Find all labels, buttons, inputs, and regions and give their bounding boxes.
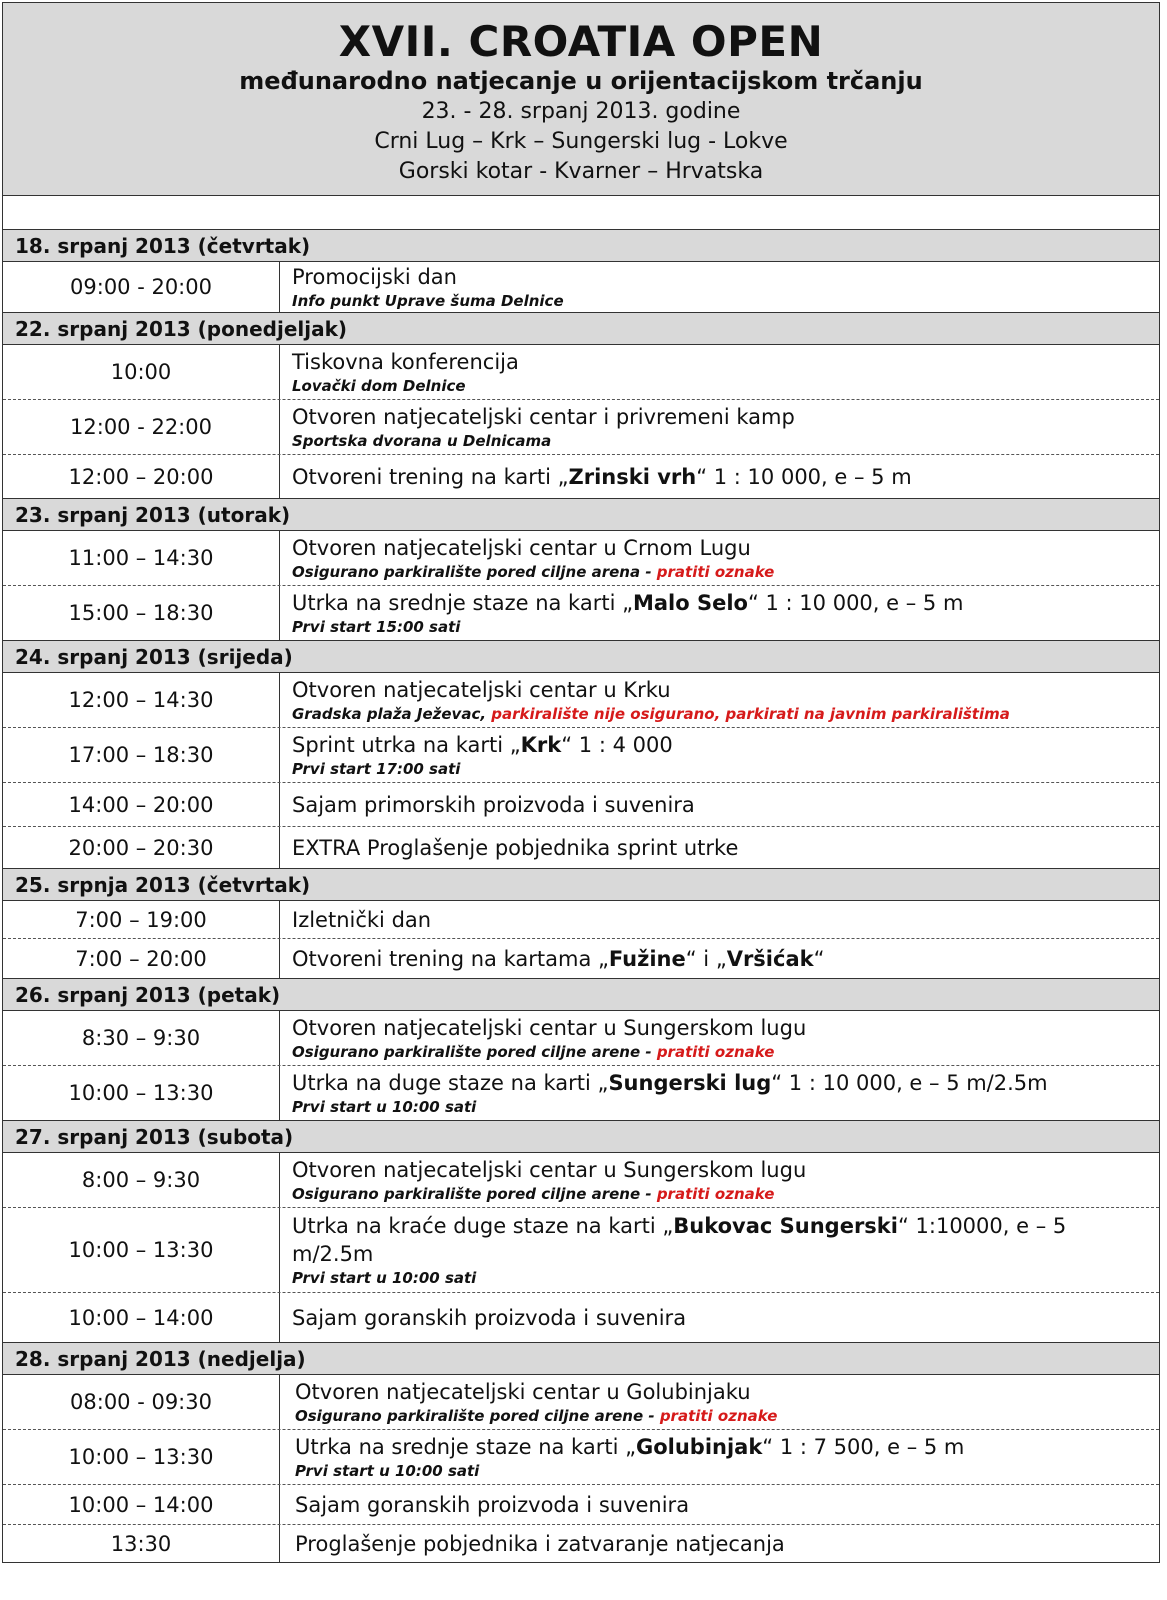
map-name: Zrinski vrh <box>568 464 697 489</box>
event-time: 7:00 – 20:00 <box>3 939 280 978</box>
map-name: Sungerski lug <box>608 1071 772 1095</box>
event-note <box>292 617 1151 637</box>
event-row <box>3 455 1159 499</box>
day-header: 26. srpanj 2013 (petak) <box>3 979 1159 1011</box>
event-description <box>280 400 1159 454</box>
event-description <box>280 1430 1159 1484</box>
event-time: 8:00 – 9:30 <box>3 1153 280 1207</box>
event-description <box>280 939 1159 978</box>
event-time: 10:00 – 14:00 <box>3 1293 280 1342</box>
event-title <box>292 1156 1151 1184</box>
event-row <box>3 1011 1159 1066</box>
event-description <box>280 1375 1159 1429</box>
day-header: 28. srpanj 2013 (nedjelja) <box>3 1343 1159 1375</box>
event-time: 11:00 – 14:30 <box>3 531 280 585</box>
text-fragment: “ i „ <box>685 946 727 971</box>
event-row <box>3 827 1159 869</box>
event-title <box>292 676 1151 704</box>
event-title <box>295 1530 1151 1558</box>
text-fragment: Otvoren natjecateljski centar u Krku <box>292 678 671 702</box>
event-time: 10:00 <box>3 345 280 399</box>
day-header: 24. srpanj 2013 (srijeda) <box>3 641 1159 673</box>
event-note <box>292 1184 1151 1204</box>
event-row <box>3 1208 1159 1293</box>
day-header: 22. srpanj 2013 (ponedjeljak) <box>3 313 1159 345</box>
text-fragment: Osigurano parkiralište pored ciljne arene - <box>295 1407 660 1425</box>
text-fragment: Otvoren natjecateljski centar u Sungerskom lugu <box>292 1158 807 1182</box>
text-fragment: Prvi start u 10:00 sati <box>295 1462 480 1480</box>
note-highlight: pratiti oznake <box>656 1185 775 1203</box>
text-fragment: “ 1:10000, e – 5 m/2.5m <box>292 1214 1067 1266</box>
text-fragment: Proglašenje pobjednika i zatvaranje natjecanja <box>295 1531 785 1556</box>
text-fragment: Utrka na srednje staze na karti „ <box>292 591 633 615</box>
event-time: 13:30 <box>3 1525 280 1562</box>
text-fragment: Lovački dom Delnice <box>292 377 466 395</box>
event-row <box>3 262 1159 313</box>
text-fragment: “ 1 : 7 500, e – 5 m <box>762 1435 965 1459</box>
event-row <box>3 728 1159 783</box>
text-fragment: “ 1 : 10 000, e – 5 m <box>747 591 964 615</box>
event-row <box>3 586 1159 641</box>
event-time: 12:00 - 22:00 <box>3 400 280 454</box>
text-fragment: Sajam goranskih proizvoda i suvenira <box>292 1305 687 1330</box>
text-fragment: Promocijski dan <box>292 265 457 289</box>
event-note <box>292 759 1151 779</box>
event-time: 8:30 – 9:30 <box>3 1011 280 1065</box>
event-title <box>292 834 1151 862</box>
text-fragment: EXTRA Proglašenje pobjednika sprint utrke <box>292 835 739 860</box>
event-regions: Gorski kotar - Kvarner – Hrvatska <box>398 159 764 184</box>
event-note <box>295 1461 1151 1481</box>
event-time: 15:00 – 18:30 <box>3 586 280 640</box>
map-name: Golubinjak <box>635 1435 763 1459</box>
text-fragment: Otvoren natjecateljski centar i privremeni kamp <box>292 405 795 429</box>
event-locations: Crni Lug – Krk – Sungerski lug - Lokve <box>374 129 788 154</box>
event-description <box>280 1485 1159 1524</box>
event-note <box>292 1042 1151 1062</box>
text-fragment: Otvoren natjecateljski centar u Crnom Lugu <box>292 536 751 560</box>
event-title <box>295 1433 1151 1461</box>
event-row <box>3 1153 1159 1208</box>
event-title <box>292 906 1151 934</box>
event-time: 17:00 – 18:30 <box>3 728 280 782</box>
text-fragment: Utrka na duge staze na karti „ <box>292 1071 609 1095</box>
event-title <box>295 1491 1151 1519</box>
event-note <box>292 1268 1151 1288</box>
event-time: 20:00 – 20:30 <box>3 827 280 868</box>
event-title <box>292 731 1151 759</box>
text-fragment: Gradska plaža Ježevac, <box>292 705 492 723</box>
text-fragment: “ 1 : 10 000, e – 5 m/2.5m <box>771 1071 1048 1095</box>
text-fragment: Osigurano parkiralište pored ciljne arena - <box>292 563 657 581</box>
event-note <box>292 291 1151 311</box>
event-time: 10:00 – 13:30 <box>3 1208 280 1292</box>
day-header: 25. srpnja 2013 (četvrtak) <box>3 869 1159 901</box>
event-time: 10:00 – 13:30 <box>3 1066 280 1120</box>
event-time: 12:00 – 14:30 <box>3 673 280 727</box>
map-name: Fužine <box>608 946 686 971</box>
event-title: XVII. CROATIA OPEN <box>338 17 824 66</box>
event-description <box>280 1293 1159 1342</box>
event-time: 09:00 - 20:00 <box>3 262 280 312</box>
text-fragment: Otvoreni trening na kartama „ <box>292 946 609 971</box>
schedule-body <box>3 230 1159 1562</box>
text-fragment: Otvoren natjecateljski centar u Golubinjaku <box>295 1380 751 1404</box>
text-fragment: Prvi start 15:00 sati <box>292 618 461 636</box>
map-name: Krk <box>520 733 562 757</box>
event-time: 12:00 – 20:00 <box>3 455 280 498</box>
event-time: 10:00 – 13:30 <box>3 1430 280 1484</box>
text-fragment: “ 1 : 4 000 <box>561 733 673 757</box>
schedule-table <box>2 2 1160 1563</box>
header <box>3 3 1159 196</box>
text-fragment: Osigurano parkiralište pored ciljne arene - <box>292 1185 657 1203</box>
event-description <box>280 586 1159 640</box>
text-fragment: Sajam primorskih proizvoda i suvenira <box>292 792 695 817</box>
event-row <box>3 1525 1159 1562</box>
text-fragment: Sportska dvorana u Delnicama <box>292 432 552 450</box>
text-fragment: Otvoren natjecateljski centar u Sungerskom lugu <box>292 1016 807 1040</box>
event-time: 10:00 – 14:00 <box>3 1485 280 1524</box>
event-row <box>3 1293 1159 1343</box>
event-description <box>280 531 1159 585</box>
map-name: Malo Selo <box>632 591 748 615</box>
day-header: 27. srpanj 2013 (subota) <box>3 1121 1159 1153</box>
event-description <box>280 1153 1159 1207</box>
event-note <box>292 376 1151 396</box>
event-title <box>292 1014 1151 1042</box>
text-fragment: Sajam goranskih proizvoda i suvenira <box>295 1492 690 1517</box>
event-subtitle: međunarodno natjecanje u orijentacijskom trčanju <box>239 67 923 95</box>
event-description <box>280 901 1159 938</box>
text-fragment: Prvi start u 10:00 sati <box>292 1098 477 1116</box>
event-title <box>292 1304 1151 1332</box>
event-title <box>292 945 1151 973</box>
event-note <box>292 431 1151 451</box>
event-title <box>292 1069 1151 1097</box>
event-description <box>280 262 1159 312</box>
note-highlight: parkiralište nije osigurano, parkirati na javnim parkiralištima <box>491 705 1010 723</box>
event-title <box>292 534 1151 562</box>
text-fragment: Tiskovna konferencija <box>292 350 519 374</box>
event-description <box>280 345 1159 399</box>
text-fragment: “ 1 : 10 000, e – 5 m <box>696 464 912 489</box>
text-fragment: “ <box>813 946 825 971</box>
event-note <box>295 1406 1151 1426</box>
event-row <box>3 400 1159 455</box>
event-time: 14:00 – 20:00 <box>3 783 280 826</box>
text-fragment: Info punkt Uprave šuma Delnice <box>292 292 564 310</box>
event-title <box>292 589 1151 617</box>
event-title <box>292 403 1151 431</box>
event-description <box>280 673 1159 727</box>
event-row <box>3 939 1159 979</box>
text-fragment: Prvi start 17:00 sati <box>292 760 461 778</box>
text-fragment: Osigurano parkiralište pored ciljne arene - <box>292 1043 657 1061</box>
event-row <box>3 1485 1159 1525</box>
event-row <box>3 783 1159 827</box>
event-note <box>292 704 1151 724</box>
event-row <box>3 673 1159 728</box>
event-description <box>280 1525 1159 1562</box>
event-description <box>280 783 1159 826</box>
event-row <box>3 1430 1159 1485</box>
text-fragment: Utrka na kraće duge staze na karti „ <box>292 1214 674 1238</box>
event-note <box>292 1097 1151 1117</box>
event-title <box>292 263 1151 291</box>
event-row <box>3 1066 1159 1121</box>
note-highlight: pratiti oznake <box>659 1407 778 1425</box>
event-row <box>3 901 1159 939</box>
text-fragment: Otvoreni trening na karti „ <box>292 464 569 489</box>
map-name: Bukovac Sungerski <box>673 1214 898 1238</box>
note-highlight: pratiti oznake <box>656 1043 775 1061</box>
map-name: Vršićak <box>726 946 814 971</box>
day-header: 23. srpanj 2013 (utorak) <box>3 499 1159 531</box>
event-description <box>280 1011 1159 1065</box>
event-time: 08:00 - 09:30 <box>3 1375 280 1429</box>
event-title <box>292 791 1151 819</box>
text-fragment: Izletnički dan <box>292 907 432 932</box>
event-title <box>292 1212 1151 1268</box>
event-description <box>280 728 1159 782</box>
event-title <box>292 348 1151 376</box>
text-fragment: Sprint utrka na karti „ <box>292 733 521 757</box>
event-note <box>292 562 1151 582</box>
event-row <box>3 1375 1159 1430</box>
event-title <box>295 1378 1151 1406</box>
event-dates: 23. - 28. srpanj 2013. godine <box>421 99 741 124</box>
event-row <box>3 531 1159 586</box>
event-description <box>280 827 1159 868</box>
event-description <box>280 1066 1159 1120</box>
note-highlight: pratiti oznake <box>656 563 775 581</box>
spacer-row <box>3 196 1159 230</box>
event-row <box>3 345 1159 400</box>
event-description <box>280 455 1159 498</box>
event-title <box>292 463 1151 491</box>
day-header: 18. srpanj 2013 (četvrtak) <box>3 230 1159 262</box>
event-time: 7:00 – 19:00 <box>3 901 280 938</box>
text-fragment: Prvi start u 10:00 sati <box>292 1269 477 1287</box>
text-fragment: Utrka na srednje staze na karti „ <box>295 1435 636 1459</box>
event-description <box>280 1208 1159 1292</box>
